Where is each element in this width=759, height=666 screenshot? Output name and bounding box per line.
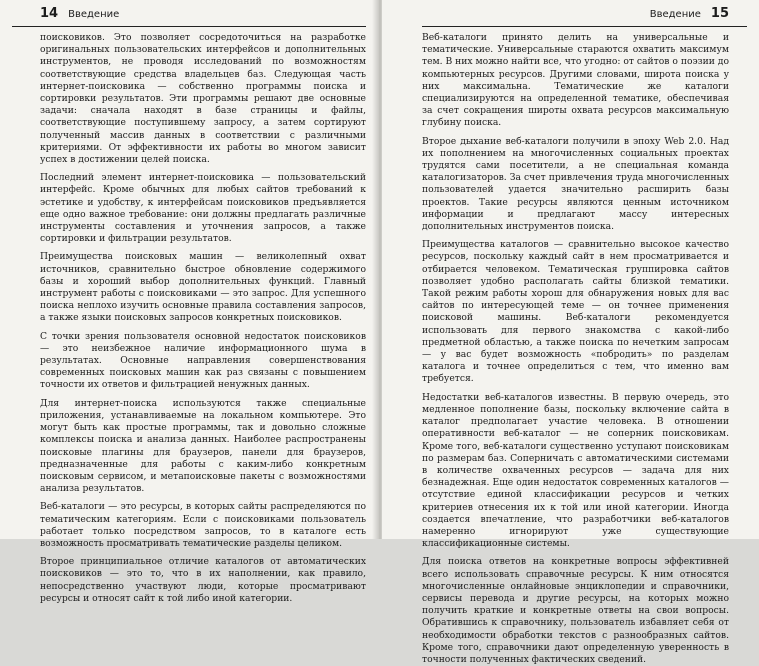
paragraph: Недостатки веб-каталогов известны. В первую очередь, это медленное пополнение базы, поскольку включение сайта в каталог предполагает участие человека. В отношении оперативности веб-каталог — не соперник поисковикам. Кроме того, веб-каталоги существенно уступают поисковикам по размерам баз. Соперничать с автоматическими системами в количестве охваченных ресурсов — задача для них безнадежная. Еще один недостаток современных каталогов — отсутствие единой классификации ресурсов и четких критериев отнесения их к той или иной категории. Иногда создается впечатление, что разработчики веб-каталогов намеренно игнорируют уже существующие классификационные системы. xyxy=(422,391,729,550)
paragraph: поисковиков. Это позволяет сосредоточиться на разработке оригинальных пользовательских интерфейсов и дополнительных инструментов, не проводя исследований по возможностям соответствующие средства владельцев баз. Следующая часть интернет-поисковика — собственно программы поиска и сортировки результатов. Эти программы решают две основные задачи: сначала находят в базе страницы и файлы, соответствующие поступившему запросу, а затем сортируют полученный массив данных в соответствии с различными критериями. От эффективности их работы во многом зависит успех в достижении целей поиска. xyxy=(40,32,366,166)
running-title: Введение xyxy=(649,9,701,20)
header-rule xyxy=(12,26,366,27)
paragraph: Второе дыхание веб-каталоги получили в эпоху Web 2.0. Над их пополнением на многочисленных социальных проектах трудятся сами посетители, а не специальная команда каталогизаторов. За счет привлечения труда многочисленных пользователей удается значительно расширить базы проектов. Такие ресурсы являются ценным источником информации и предлагают массу интересных дополнительных инструментов поиска. xyxy=(422,135,729,233)
paragraph: Для интернет-поиска используются также специальные приложения, устанавливаемые на локальном компьютере. Это могут быть как простые программы, так и довольно сложные комплексы поиска и анализа данных. Наиболее распространены поисковые плагины для браузеров, панели для браузеров, предназначенные для работы с каким-либо конкретным поисковым сервисом, и метапоисковые пакеты с возможностями анализа результатов. xyxy=(40,397,366,495)
paragraph: Преимущества поисковых машин — великолепный охват источников, сравнительно быстрое обновление содержимого базы и хороший выбор дополнительных функций. Главный инструмент работы с поисковиками — это запрос. Для успешного поиска неплохо изучить основные правила составления запросов, а также языки поисковых запросов конкретных поисковиков. xyxy=(40,251,366,324)
running-title: Введение xyxy=(68,9,120,20)
left-running-head xyxy=(40,6,366,28)
right-running-head xyxy=(422,6,729,28)
paragraph: Преимущества каталогов — сравнительно высокое качество ресурсов, поскольку каждый сайт в нем просматривается и отбирается человеком. Тематическая группировка сайтов позволяет удобно располагать сайты близкой тематики. Такой режим работы хорош для обнаружения новых для вас сайтов по интересующей теме — он точнее применения поисковой машины. Веб-каталоги рекомендуется использовать для первого знакомства с какой-либо предметной областью, а также поиска по нечетким запросам — у вас будет возможность «побродить» по разделам каталога и точнее определиться с тем, что именно вам требуется. xyxy=(422,239,729,385)
header-rule xyxy=(422,26,747,27)
paragraph: Второе принципиальное отличие каталогов от автоматических поисковиков — это то, что в их наполнении, как правило, непосредственно участвуют люди, которые просматривают ресурсы и относят сайт к той либо иной категории. xyxy=(40,556,366,604)
paragraph: С точки зрения пользователя основной недостаток поисковиков — это неизбежное наличие информационного шума в результатах. Основные направления совершенствования современных поисковых машин как раз связаны с повышением точности их ответов и фильтрацией ненужных данных. xyxy=(40,330,366,391)
page-number: 14 xyxy=(40,6,59,21)
page-number: 15 xyxy=(710,6,729,21)
paragraph: Веб-каталоги принято делить на универсальные и тематические. Универсальные стараются охватить максимум тем. В них можно найти все, что угодно: от сайтов о поэзии до компьютерных ресурсов. Другими словами, широта поиска у них максимальна. Тематические же каталоги специализируются на определенной тематике, обеспечивая за счет сокращения широты охвата ресурсов максимальную глубину поиска. xyxy=(422,32,729,129)
right-page xyxy=(382,0,759,665)
paragraph: Последний элемент интернет-поисковика — пользовательский интерфейс. Кроме обычных для любых сайтов требований к эстетике и удобству, к интерфейсам поисковиков предъявляется еще одно важное требование: они должны предлагать различные инструменты составления и уточнения запросов, а также сортировки и фильтрации результатов. xyxy=(40,172,366,245)
paragraph: Веб-каталоги — это ресурсы, в которых сайты распределяются по тематическим категориям. Если с поисковиками пользователь работает только посредством запросов, то в каталоге есть возможность просматривать тематические разделы целиком. xyxy=(40,501,366,549)
left-page xyxy=(0,0,378,604)
paragraph: Для поиска ответов на конкретные вопросы эффективней всего использовать справочные ресурсы. К ним относятся многочисленные онлайновые энциклопедии и справочники, сервисы перевода и другие ресурсы, на которых можно получить краткие и конкретные ответы на свои вопросы. Обратившись к справочнику, пользователь избавляет себя от необходимости обработки текстов с разнообразных сайтов. Кроме того, справочники дают определенную уверенность в точности полученных фактических сведений. xyxy=(422,556,729,665)
